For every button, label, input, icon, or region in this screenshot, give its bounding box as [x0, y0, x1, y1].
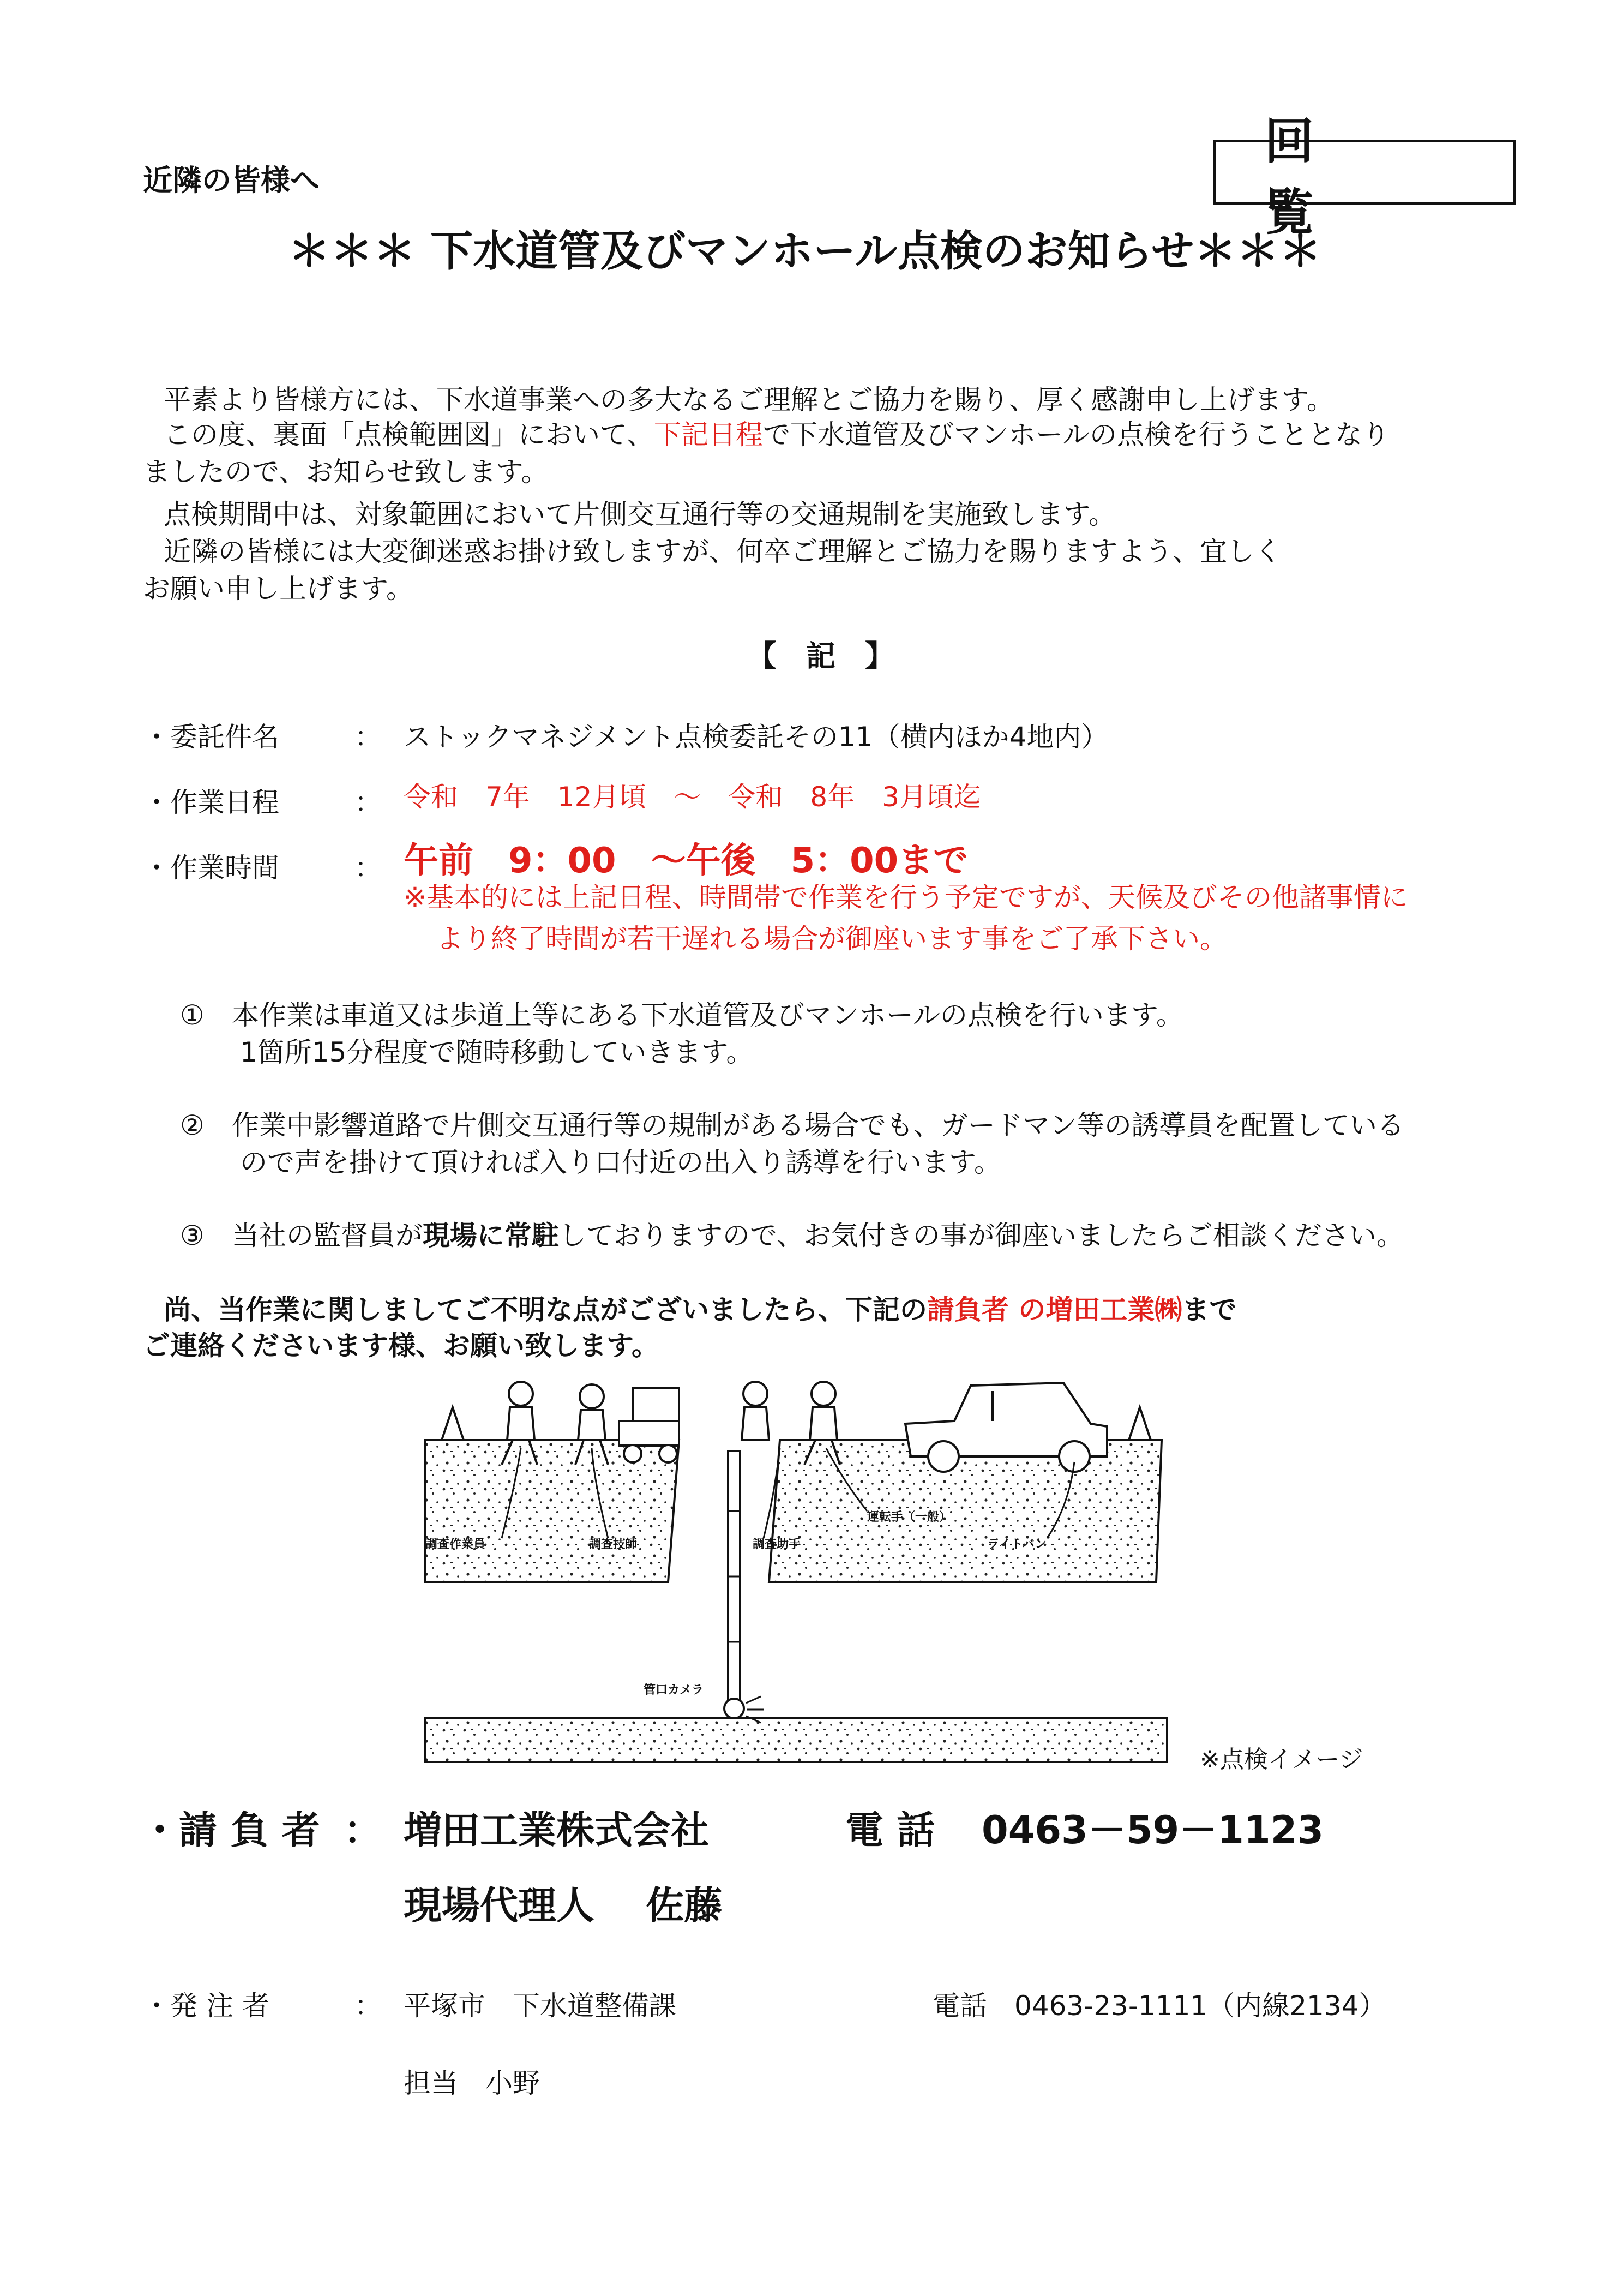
contact-red: 請負者 の増田工業㈱: [927, 1294, 1182, 1326]
intro-paragraph-2: [164, 418, 1390, 452]
intro-p2-pre: この度、裏面「点検範囲図」において、: [164, 419, 654, 451]
label-camera: 管口カメラ: [644, 1683, 704, 1697]
intro-p2-red: 下記日程: [654, 419, 763, 451]
point-2-line-2: ので声を掛けて頂ければ入り口付近の出入り誘導を行います。: [240, 1147, 1001, 1178]
hours-note-1: ※基本的には上記日程、時間帯で作業を行う予定ですが、天候及びその他諸事情に: [404, 882, 1408, 913]
orderer-person: 担当 小野: [404, 2067, 540, 2099]
intro-p2-post: で下水道管及びマンホールの点検を行うこととなり: [763, 419, 1390, 451]
contact-post: まで: [1182, 1294, 1237, 1326]
contractor-agent: 現場代理人 佐藤: [404, 1883, 723, 1928]
item-colon: ：: [354, 852, 382, 884]
inspection-illustration: [420, 1375, 1183, 1789]
label-assistant: 調査助手: [753, 1538, 801, 1551]
intro-paragraph-4-cont: お願い申し上げます。: [143, 573, 413, 604]
hours-note-2: より終了時間が若干遅れる場合が御座います事をご了承下さい。: [436, 923, 1227, 955]
point-1-line-1: ① 本作業は車道又は歩道上等にある下水道管及びマンホールの点検を行います。: [180, 999, 1183, 1031]
item-colon: ：: [354, 787, 382, 818]
intro-paragraph-1: 平素より皆様方には、下水道事業への多大なるご理解とご協力を賜り、厚く感謝申し上げます。: [164, 384, 1334, 416]
contractor-company: 増田工業株式会社: [404, 1808, 709, 1853]
point-3-bold: 現場に常駐: [422, 1220, 559, 1251]
contractor-phone: 0463－59－1123: [982, 1808, 1324, 1853]
page-title: ＊＊＊ 下水道管及びマンホール点検のお知らせ＊＊＊: [288, 227, 1322, 276]
kairan-box: 回 覧: [1213, 140, 1516, 205]
orderer-name: 平塚市 下水道整備課: [404, 1990, 676, 2022]
item-label-project: ・委託件名: [143, 721, 279, 753]
point-3-pre: ③ 当社の監督員が: [180, 1220, 423, 1251]
contact-line-2: ご連絡くださいます様、お願い致します。: [143, 1330, 659, 1362]
contractor-label: ・請 負 者: [141, 1808, 320, 1853]
item-label-schedule: ・作業日程: [143, 787, 279, 818]
ki-heading: 【 記 】: [747, 639, 894, 673]
contact-line-1: [164, 1293, 1236, 1327]
contractor-colon: ：: [344, 1808, 382, 1853]
label-light-van: ライトバン: [987, 1538, 1047, 1551]
orderer-phone: 電話 0463-23-1111（内線2134）: [933, 1990, 1386, 2022]
point-3: [180, 1219, 1404, 1252]
label-engineer: 調査技師: [589, 1538, 638, 1551]
contractor-phone-label: 電 話: [845, 1808, 935, 1853]
orderer-label: ・発 注 者: [143, 1990, 269, 2022]
orderer-colon: ：: [354, 1990, 382, 2022]
intro-paragraph-3: 点検期間中は、対象範囲において片側交互通行等の交通規制を実施致します。: [164, 499, 1116, 530]
item-value-hours: 午前 9：00 ～午後 5：00まで: [404, 841, 969, 881]
intro-paragraph-2-cont: ましたので、お知らせ致します。: [143, 456, 549, 488]
label-worker: 調査作業員: [425, 1538, 486, 1551]
point-2-line-1: ② 作業中影響道路で片側交互通行等の規制がある場合でも、ガードマン等の誘導員を配置している: [180, 1110, 1404, 1141]
contact-pre: 尚、当作業に関しましてご不明な点がございましたら、下記の: [164, 1294, 927, 1326]
illustration-caption: ※点検イメージ: [1200, 1746, 1363, 1773]
label-driver: 運転手（一般）: [867, 1510, 952, 1524]
item-value-schedule: 令和 7年 12月頃 ～ 令和 8年 3月頃迄: [404, 781, 982, 813]
item-colon: ：: [354, 721, 382, 753]
greeting: 近隣の皆様へ: [143, 163, 320, 197]
intro-paragraph-4: 近隣の皆様には大変御迷惑お掛け致しますが、何卒ご理解とご協力を賜りますよう、宜しく: [164, 536, 1282, 567]
item-label-hours: ・作業時間: [143, 852, 279, 884]
point-1-line-2: 1箇所15分程度で随時移動していきます。: [240, 1036, 754, 1068]
point-3-post: しておりますので、お気付きの事が御座いましたらご相談ください。: [558, 1220, 1404, 1251]
item-value-project: ストックマネジメント点検委託その11（横内ほか4地内）: [404, 721, 1109, 753]
